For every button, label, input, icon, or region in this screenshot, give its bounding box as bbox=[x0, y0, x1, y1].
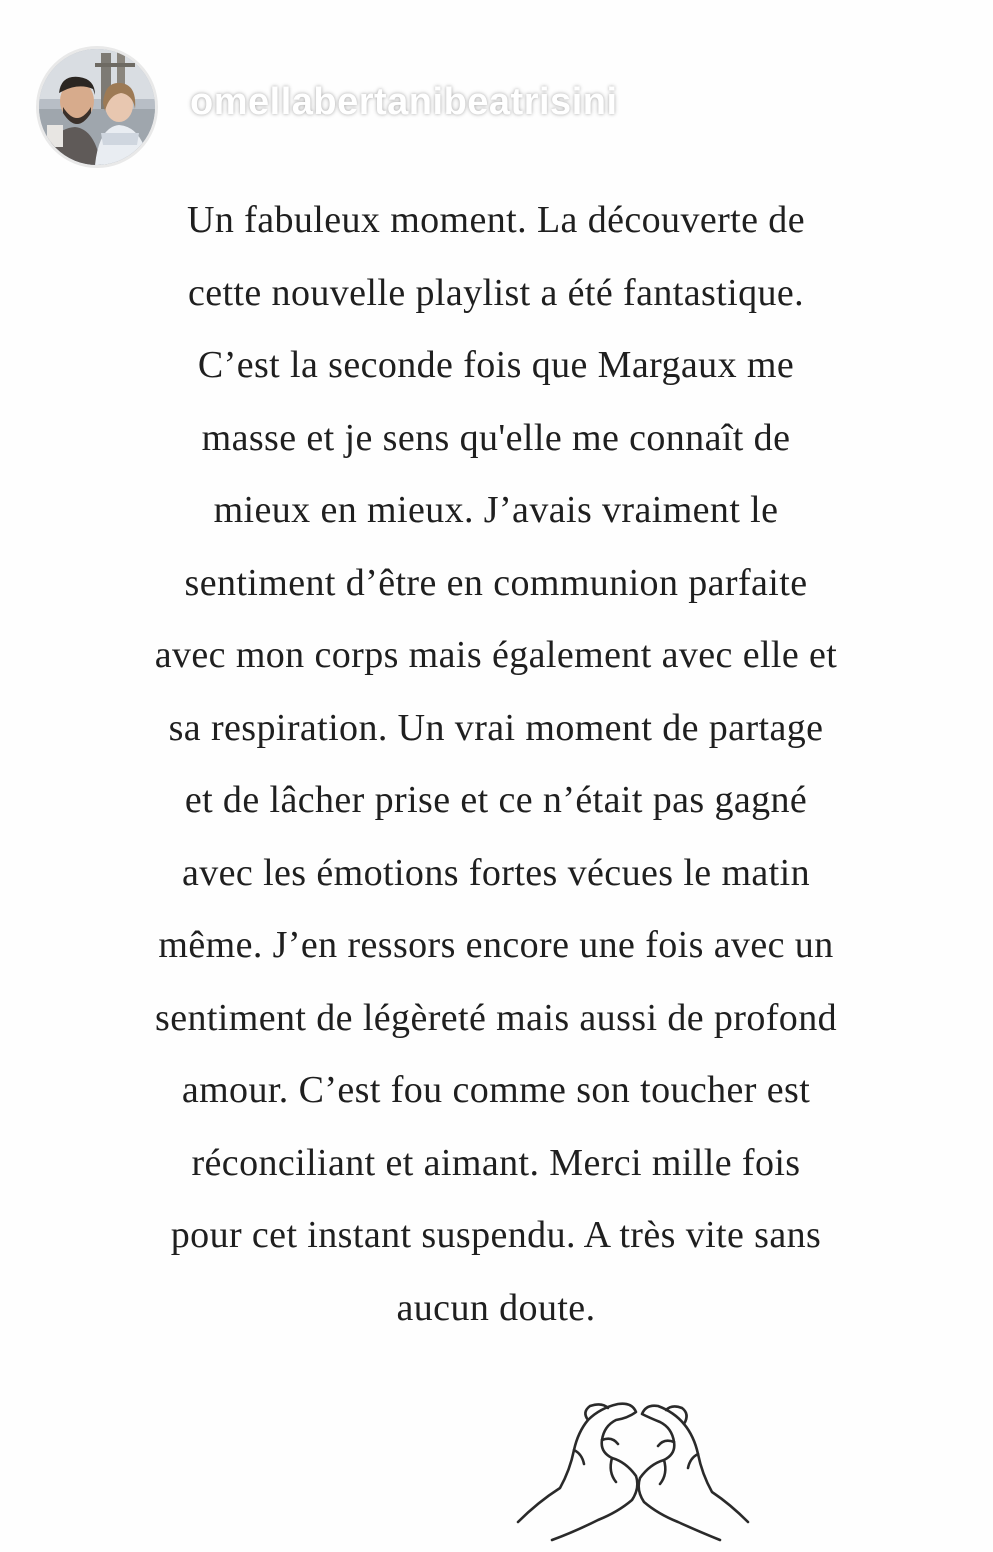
text-line: C’est la seconde fois que Margaux me bbox=[197, 344, 795, 386]
heart-hands-icon bbox=[508, 1392, 758, 1542]
text-line: sentiment d’être en communion parfaite bbox=[184, 561, 808, 604]
profile-photo-icon bbox=[39, 49, 155, 165]
text-line: masse et je sens qu'elle me connaît de bbox=[201, 416, 791, 459]
username[interactable]: omellabertanibeatrisini bbox=[190, 80, 618, 123]
story-header bbox=[36, 44, 618, 170]
text-line: mieux en mieux. J’avais vraiment le bbox=[213, 489, 779, 531]
text-line: réconciliant et aimant. Merci mille fois bbox=[191, 1141, 801, 1184]
text-line: aucun doute. bbox=[396, 1286, 596, 1329]
text-line: cette nouvelle playlist a été fantastique. bbox=[187, 271, 805, 314]
text-line: sa respiration. Un vrai moment de partage bbox=[168, 706, 824, 749]
avatar[interactable] bbox=[36, 46, 158, 168]
text-line: et de lâcher prise et ce n’était pas gagné bbox=[184, 779, 808, 821]
text-line: sentiment de légèreté mais aussi de profond bbox=[155, 996, 837, 1039]
text-line: même. J’en ressors encore une fois avec un bbox=[158, 924, 834, 966]
text-line: pour cet instant suspendu. A très vite sans bbox=[170, 1214, 822, 1256]
text-line: avec mon corps mais également avec elle et bbox=[154, 634, 838, 676]
story-text bbox=[96, 184, 896, 1344]
text-line: Un fabuleux moment. La découverte de bbox=[187, 199, 805, 241]
text-line: avec les émotions fortes vécues le matin bbox=[181, 851, 810, 894]
text-line: amour. C’est fou comme son toucher est bbox=[181, 1069, 811, 1111]
